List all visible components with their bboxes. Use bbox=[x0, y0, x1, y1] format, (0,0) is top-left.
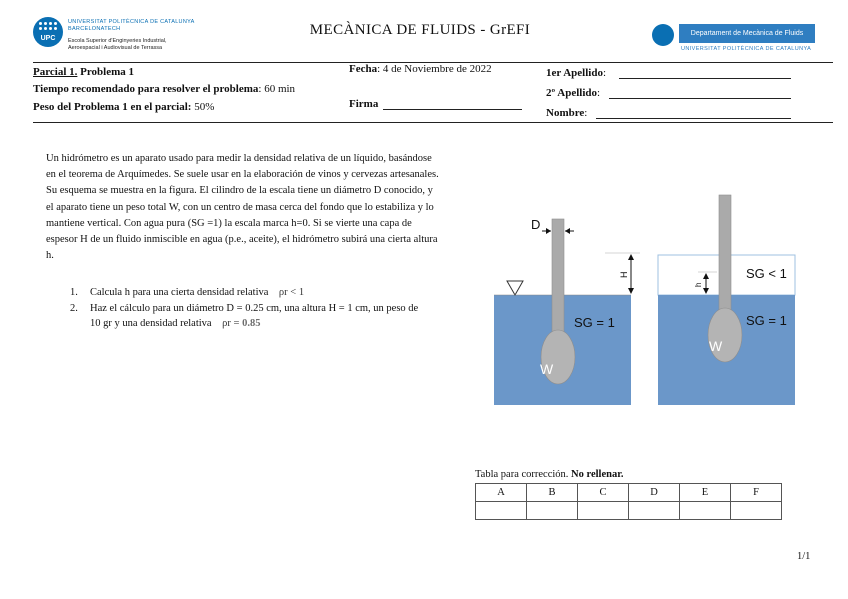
correction-col-A: A bbox=[476, 484, 527, 502]
correction-col-C: C bbox=[578, 484, 629, 502]
surname2-label: 2º Apellido : bbox=[546, 87, 600, 99]
upc-logo-label: UPC bbox=[40, 35, 56, 42]
height-H-label: H bbox=[619, 271, 629, 278]
time-line: Tiempo recomendado para resolver el problema: 60 min bbox=[33, 83, 296, 95]
question-item-1: 1. Calcula h para una cierta densidad relativa ρr < 1 bbox=[70, 287, 305, 298]
stem-left bbox=[552, 219, 564, 341]
hydrometer-figure bbox=[485, 185, 815, 410]
name-label: Nombre : bbox=[546, 107, 587, 119]
date-line: Fecha: 4 de Noviembre de 2022 bbox=[349, 63, 492, 75]
surname1-label: 1er Apellido : bbox=[546, 67, 606, 79]
correction-col-F: F bbox=[731, 484, 782, 502]
correction-col-B: B bbox=[527, 484, 578, 502]
diameter-label: D bbox=[531, 217, 541, 232]
score-cell-F bbox=[731, 502, 782, 520]
question-item-2: 2. Haz el cálculo para un diámetro D = 0.25 cm, una altura H = 1 cm, un peso de 10 gr y una densidad relativa ρr = 0.85 bbox=[70, 302, 419, 329]
correction-caption: Tabla para corrección. No rellenar. bbox=[475, 469, 624, 480]
department-badge: Departament de Mecànica de Fluids bbox=[679, 24, 815, 43]
sg-less-label: SG < 1 bbox=[746, 266, 787, 281]
score-cell-B bbox=[527, 502, 578, 520]
score-cell-E bbox=[680, 502, 731, 520]
score-cell-D bbox=[629, 502, 680, 520]
part-problem-line: Parcial 1. Problema 1 bbox=[33, 66, 135, 78]
diameter-arrowhead-left bbox=[546, 228, 551, 234]
name-field[interactable] bbox=[596, 108, 791, 119]
correction-header-row bbox=[476, 484, 782, 502]
signature-line: Firma bbox=[349, 98, 379, 110]
sg1-label-left: SG = 1 bbox=[574, 315, 615, 330]
meta-divider bbox=[33, 122, 833, 123]
weight-label-left: W bbox=[540, 361, 554, 377]
university-name: UNIVERSITAT POLITÈCNICA DE CATALUNYA BARCELONATECH bbox=[68, 19, 195, 32]
weight-line: Peso del Problema 1 en el parcial: 50% bbox=[33, 101, 215, 113]
department-subtitle: UNIVERSITAT POLITÈCNICA DE CATALUNYA bbox=[681, 46, 812, 52]
surname2-field[interactable] bbox=[609, 88, 791, 99]
surname1-field[interactable] bbox=[619, 68, 791, 79]
score-cell-A bbox=[476, 502, 527, 520]
school-name: Escola Superior d'Enginyeries Industrial, Aeroespacial i Audiovisual de Terrassa bbox=[68, 38, 167, 51]
signature-field[interactable] bbox=[383, 99, 522, 110]
sg1-label-right: SG = 1 bbox=[746, 313, 787, 328]
problem-statement: Un hidrómetro es un aparato usado para medir la densidad relativa de un líquido, basándose en el teorema de Arquímedes. Se suele usar en la elaboración de vinos y cervezas artesanales. Su esquema se muestra en la figura. El cilindro de la escala tiene un diámetro D conocido, y el aparato tiene un peso total W, con un centro de masa cerca del fondo que lo estabiliza y lo mantiene vertical. Con agua pura (SG =1) la escala marca h=0. Si se vierte una capa de espesor H de un fluido inmiscible en agua (p.e., aceite), el hidrómetro subirá una cierta altura h. bbox=[46, 153, 439, 262]
height-H-arrowhead-top bbox=[628, 254, 634, 260]
correction-table bbox=[475, 483, 782, 520]
upc-logo bbox=[33, 17, 63, 47]
page-number: 1/1 bbox=[797, 551, 811, 562]
department-logo bbox=[652, 24, 674, 46]
question-list bbox=[70, 285, 430, 332]
weight-label-right: W bbox=[709, 338, 723, 354]
free-surface-icon bbox=[507, 281, 523, 295]
page-title: MECÀNICA DE FLUIDS - GrEFI bbox=[309, 22, 531, 38]
height-h-label: h bbox=[694, 282, 703, 287]
diameter-arrowhead-right bbox=[565, 228, 570, 234]
stem-right bbox=[719, 195, 731, 313]
score-cell-C bbox=[578, 502, 629, 520]
correction-score-row bbox=[476, 502, 782, 520]
height-H-arrowhead-bottom bbox=[628, 288, 634, 294]
correction-col-E: E bbox=[680, 484, 731, 502]
correction-col-D: D bbox=[629, 484, 680, 502]
